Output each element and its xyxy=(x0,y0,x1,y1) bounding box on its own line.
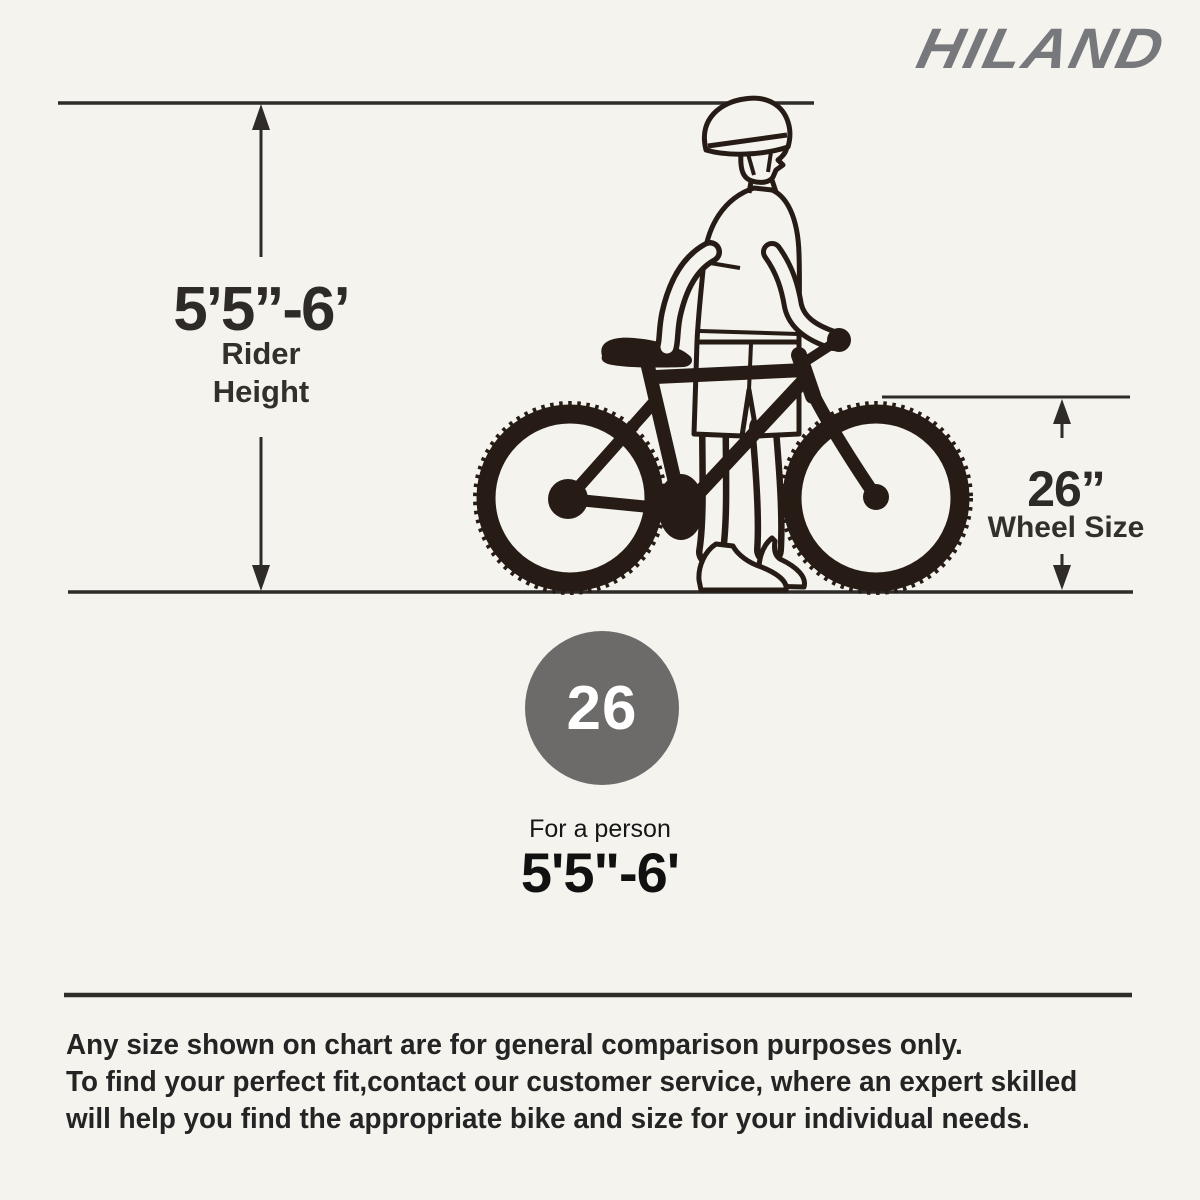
rider-height-value: 5’5”-6’ xyxy=(173,275,349,344)
disclaimer-line-1: Any size shown on chart are for general comparison purposes only. xyxy=(66,1029,963,1061)
handlebar-grip-icon xyxy=(827,328,851,352)
wheel-size-value: 26” xyxy=(1027,461,1105,517)
badge-number: 26 xyxy=(566,673,638,743)
rider-shorts xyxy=(694,342,799,436)
disclaimer-text xyxy=(66,1027,1122,1138)
wheel-size-label: Wheel Size xyxy=(987,511,1145,544)
rider-height-label-line1: Rider xyxy=(221,336,301,371)
rear-hub-icon xyxy=(548,479,588,519)
badge-rider-range: 5'5"-6' xyxy=(520,841,680,904)
bike-and-rider-illustration xyxy=(476,98,970,592)
front-hub-icon xyxy=(863,484,889,510)
disclaimer-line-2: To find your perfect fit,contact our customer service, where an expert skilled xyxy=(66,1066,1078,1098)
wheel-size-badge xyxy=(525,631,679,785)
brand-logo: HILAND xyxy=(911,17,1172,81)
rider-head xyxy=(704,98,789,193)
crankset-icon xyxy=(658,474,704,540)
disclaimer-line-3: will help you find the appropriate bike and size for your individual needs. xyxy=(66,1103,1030,1135)
badge-caption: For a person xyxy=(529,815,671,843)
rider-height-label-line2: Height xyxy=(212,374,310,409)
